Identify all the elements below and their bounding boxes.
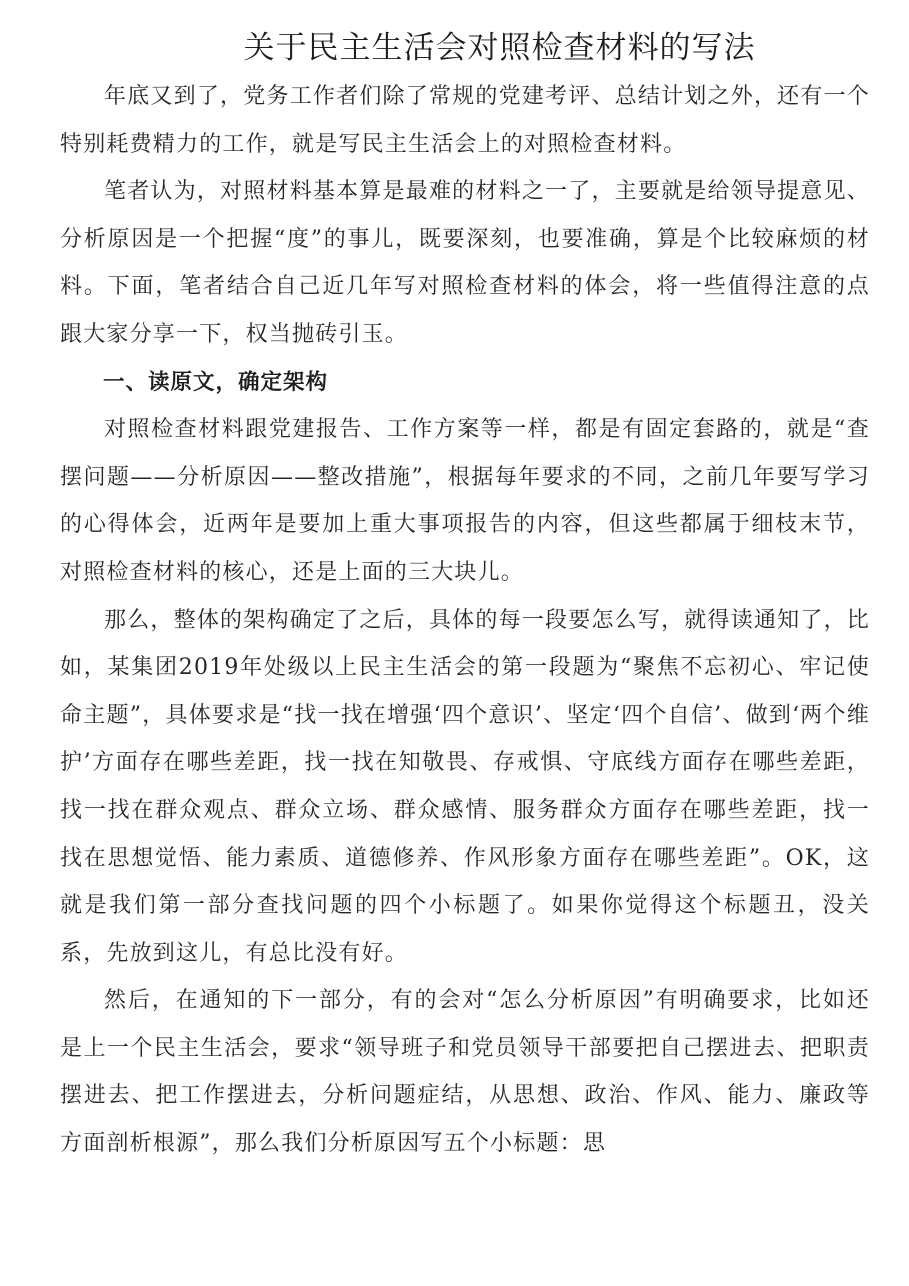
document-title: 关于民主生活会对照检查材料的写法 [243,30,756,66]
paragraph-analysis: 然后，在通知的下一部分，有的会对“怎么分析原因”有明确要求，比如还是上一个民主生活会，要求“领导班子和党员领导干部要把自己摆进去、把职责摆进去、把工作摆进去，分析问题症结，从思想、政治、作风、能力、廉政等方面剖析根源”，那么我们分析原因写五个小标题：思 [60,988,870,1157]
section-heading: 一、读原文，确定架构 [103,369,329,395]
paragraph-author-view: 笔者认为，对照材料基本算是最难的材料之一了，主要就是给领导提意见、分析原因是一个把握“度”的事儿，既要深刻，也要准确，算是个比较麻烦的材料。下面，笔者结合自己近几年写对照检查材料的体会，将一些值得注意的点跟大家分享一下，权当抛砖引玉。 [60,179,870,347]
paragraph-read-notice: 那么，整体的架构确定了之后，具体的每一段要怎么写，就得读通知了，比如，某集团2019年处级以上民主生活会的第一段题为“聚焦不忘初心、牢记使命主题”，具体要求是“找一找在增强‘四个意识’、坚定‘四个自信’、做到‘两个维护’方面存在哪些差距，找一找在知敬畏、存戒惧、守底线方面存在哪些差距，找一找在群众观点、群众立场、群众感情、服务群众方面存在哪些差距，找一找在思想觉悟、能力素质、道德修养、作风形象方面存在哪些差距”。OK，这就是我们第一部分查找问题的四个小标题了。如果你觉得这个标题丑，没关系，先放到这儿，有总比没有好。 [60,607,870,966]
document-body [60,73,870,1168]
paragraph-intro: 年底又到了，党务工作者们除了常规的党建考评、总结计划之外，还有一个特别耗费精力的工作，就是写民主生活会上的对照检查材料。 [60,84,870,157]
paragraph-structure: 对照检查材料跟党建报告、工作方案等一样，都是有固定套路的，就是“查摆问题——分析原因——整改措施”，根据每年要求的不同，之前几年要写学习的心得体会，近两年是要加上重大事项报告的内容，但这些都属于细枝末节，对照检查材料的核心，还是上面的三大块儿。 [60,417,870,585]
